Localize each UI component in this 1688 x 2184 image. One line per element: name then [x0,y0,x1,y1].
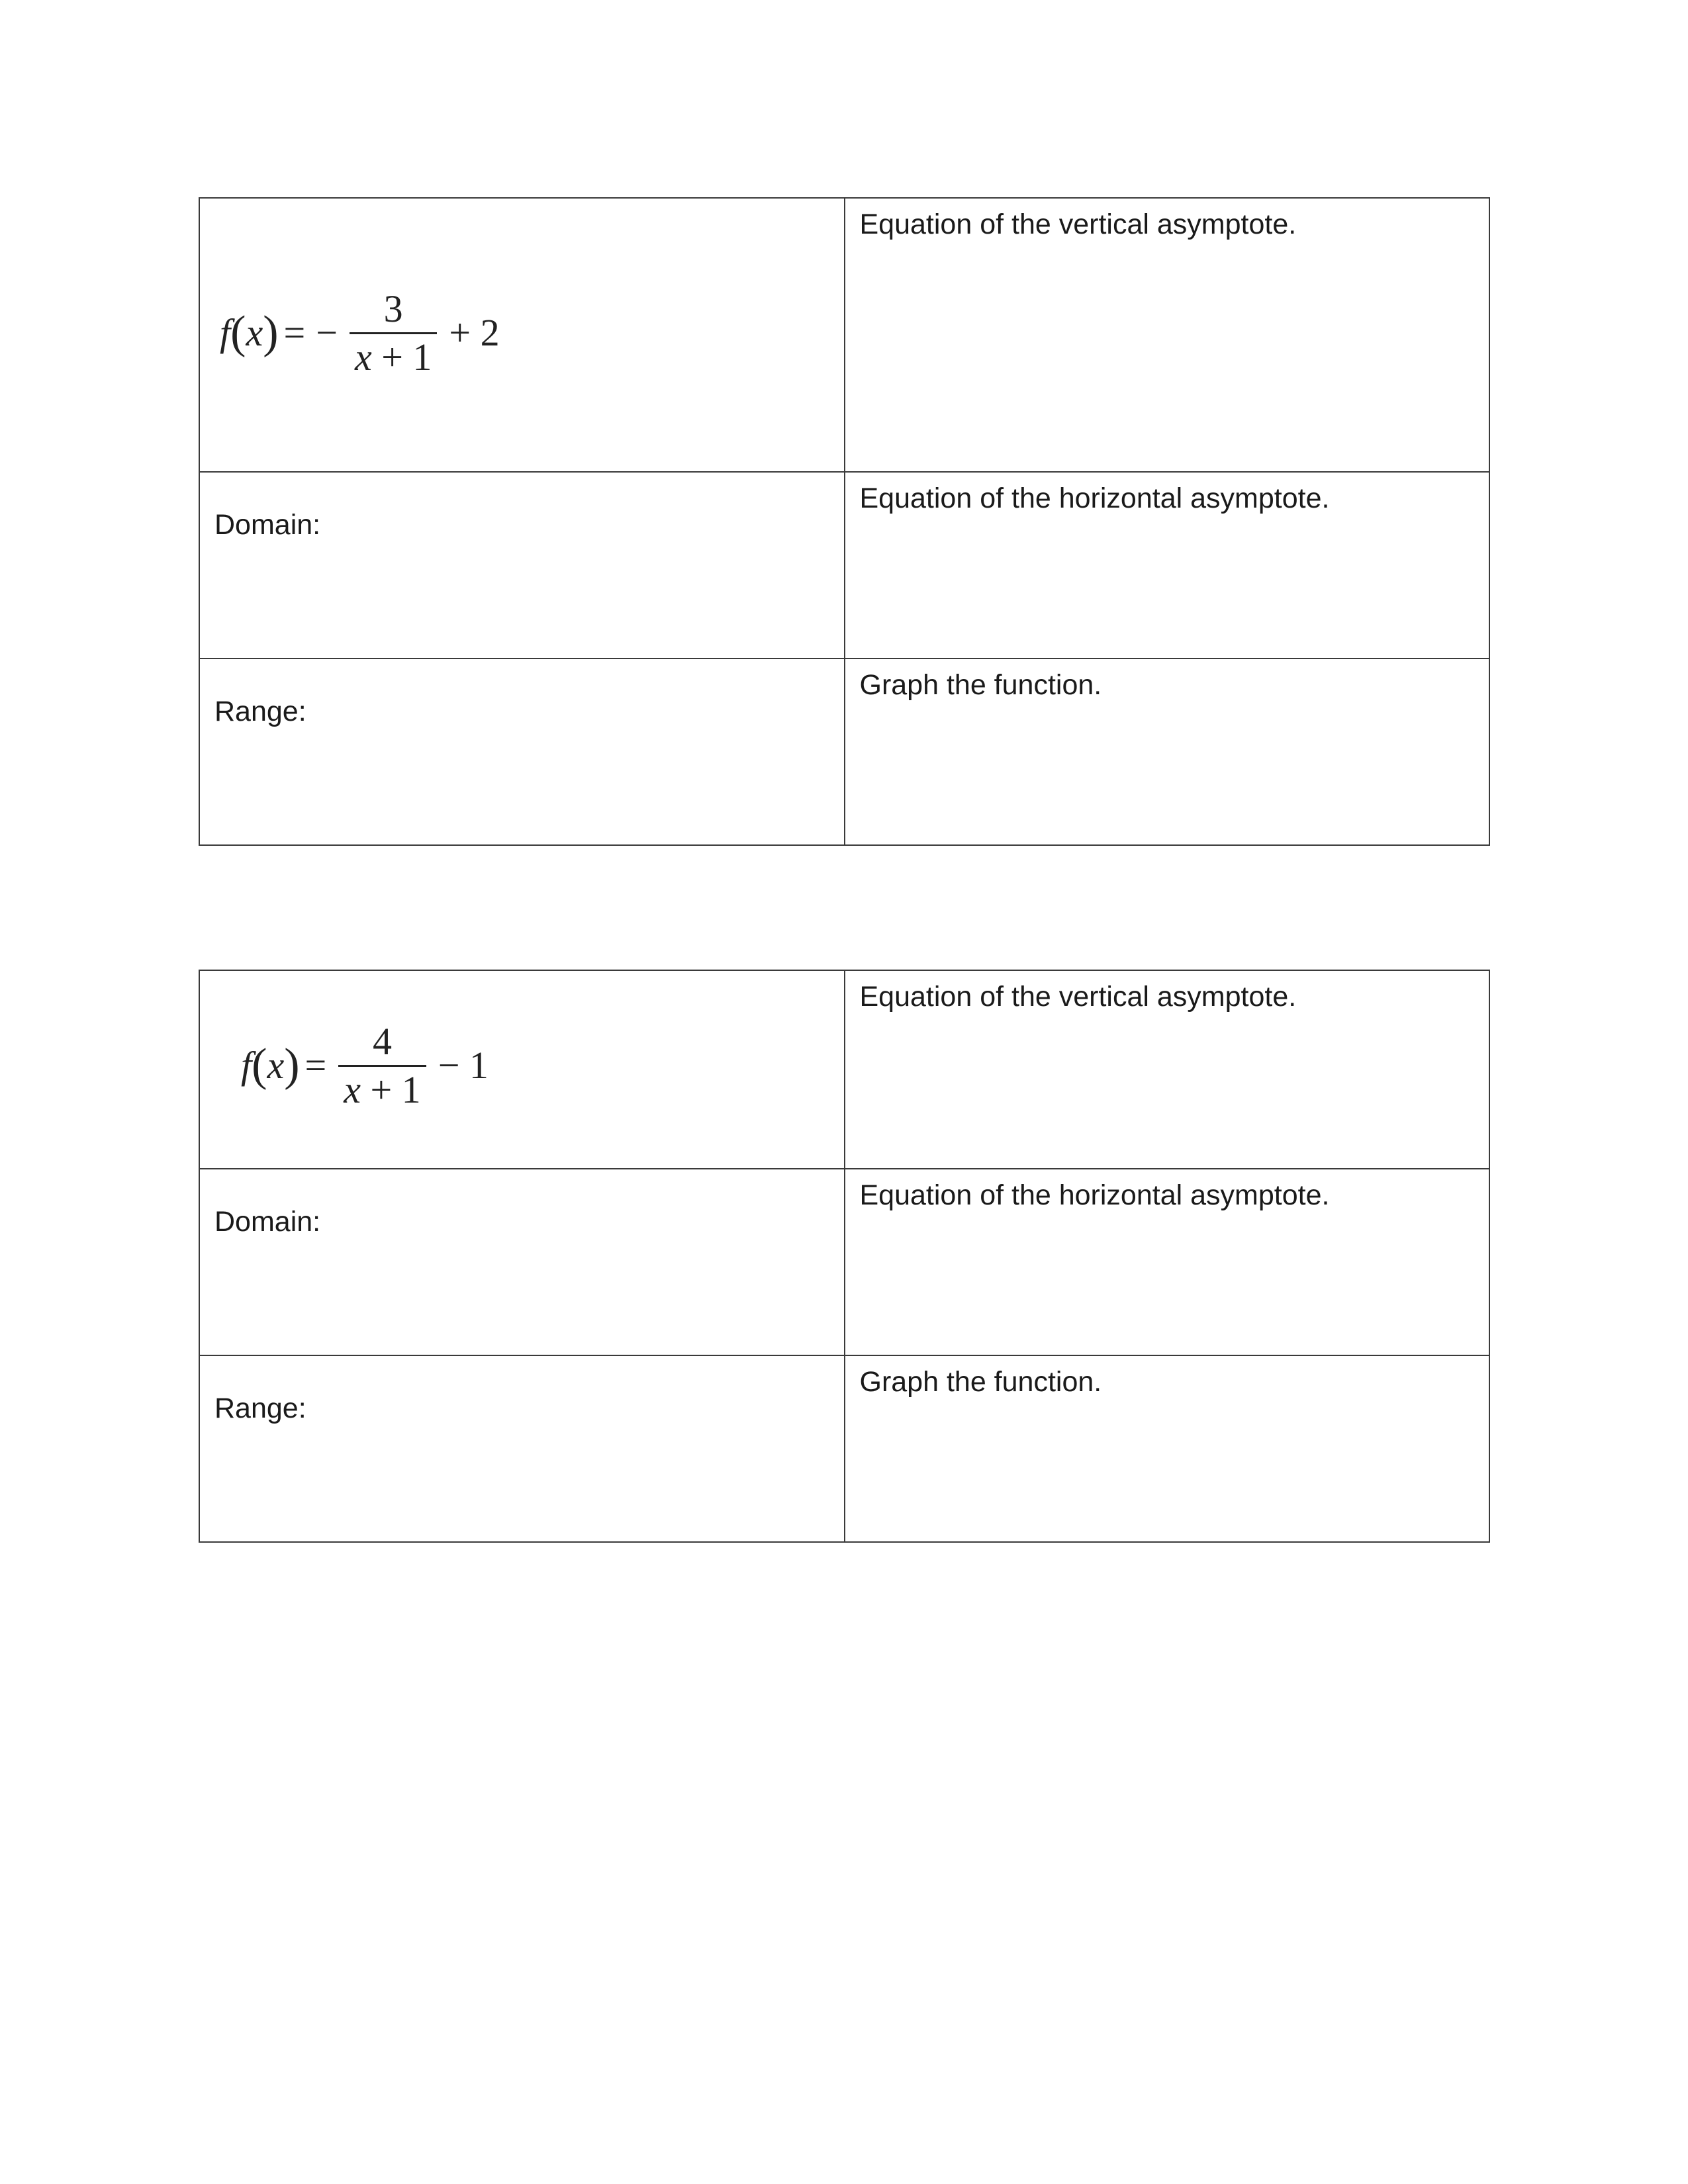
graph-prompt: Graph the function. [859,1366,1102,1398]
function-variable: x [267,1044,285,1087]
fraction [338,1020,426,1111]
problem-1-graph-cell[interactable] [845,659,1490,845]
vertical-asymptote-prompt: Equation of the vertical asymptote. [859,208,1297,240]
problem-2-graph-cell[interactable] [845,1355,1490,1542]
problem-2-formula-cell [199,970,845,1169]
vertical-asymptote-prompt: Equation of the vertical asymptote. [859,981,1297,1013]
domain-label: Domain: [214,1206,321,1238]
problem-1-horizontal-asymptote-cell[interactable] [845,472,1490,659]
problem-2-table [199,970,1490,1543]
constant-term: − 1 [438,1044,489,1087]
problem-1-vertical-asymptote-cell[interactable] [845,198,1490,472]
constant-term: + 2 [449,311,500,355]
problem-1-domain-cell[interactable] [199,472,845,659]
horizontal-asymptote-prompt: Equation of the horizontal asymptote. [859,482,1330,514]
problem-2-range-cell[interactable] [199,1355,845,1542]
function-variable: x [246,311,263,355]
range-label: Range: [214,1392,306,1424]
denominator: x + 1 [344,1068,421,1111]
problem-2-vertical-asymptote-cell[interactable] [845,970,1490,1169]
equals-sign: = [305,1044,327,1087]
fraction [350,287,437,379]
problem-1-table [199,197,1490,846]
numerator: 3 [383,287,403,330]
problem-2-horizontal-asymptote-cell[interactable] [845,1169,1490,1355]
problem-1-formula: f ( x ) = − $\frac{3}{x + 1}$ + 2 [220,287,500,379]
function-name: f [241,1044,252,1087]
denominator: x + 1 [354,335,432,379]
range-label: Range: [214,696,306,727]
graph-prompt: Graph the function. [859,669,1102,701]
domain-label: Domain: [214,509,321,541]
horizontal-asymptote-prompt: Equation of the horizontal asymptote. [859,1179,1330,1211]
problem-1-range-cell[interactable] [199,659,845,845]
problem-2-formula: f ( x ) = $\frac{4}{x + 1}$ − 1 [241,1020,489,1111]
equals-sign: = [283,311,306,355]
problem-2-domain-cell[interactable] [199,1169,845,1355]
negative-sign: − [316,311,338,355]
problem-1-formula-cell [199,198,845,472]
function-name: f [220,311,231,355]
numerator: 4 [372,1020,392,1063]
